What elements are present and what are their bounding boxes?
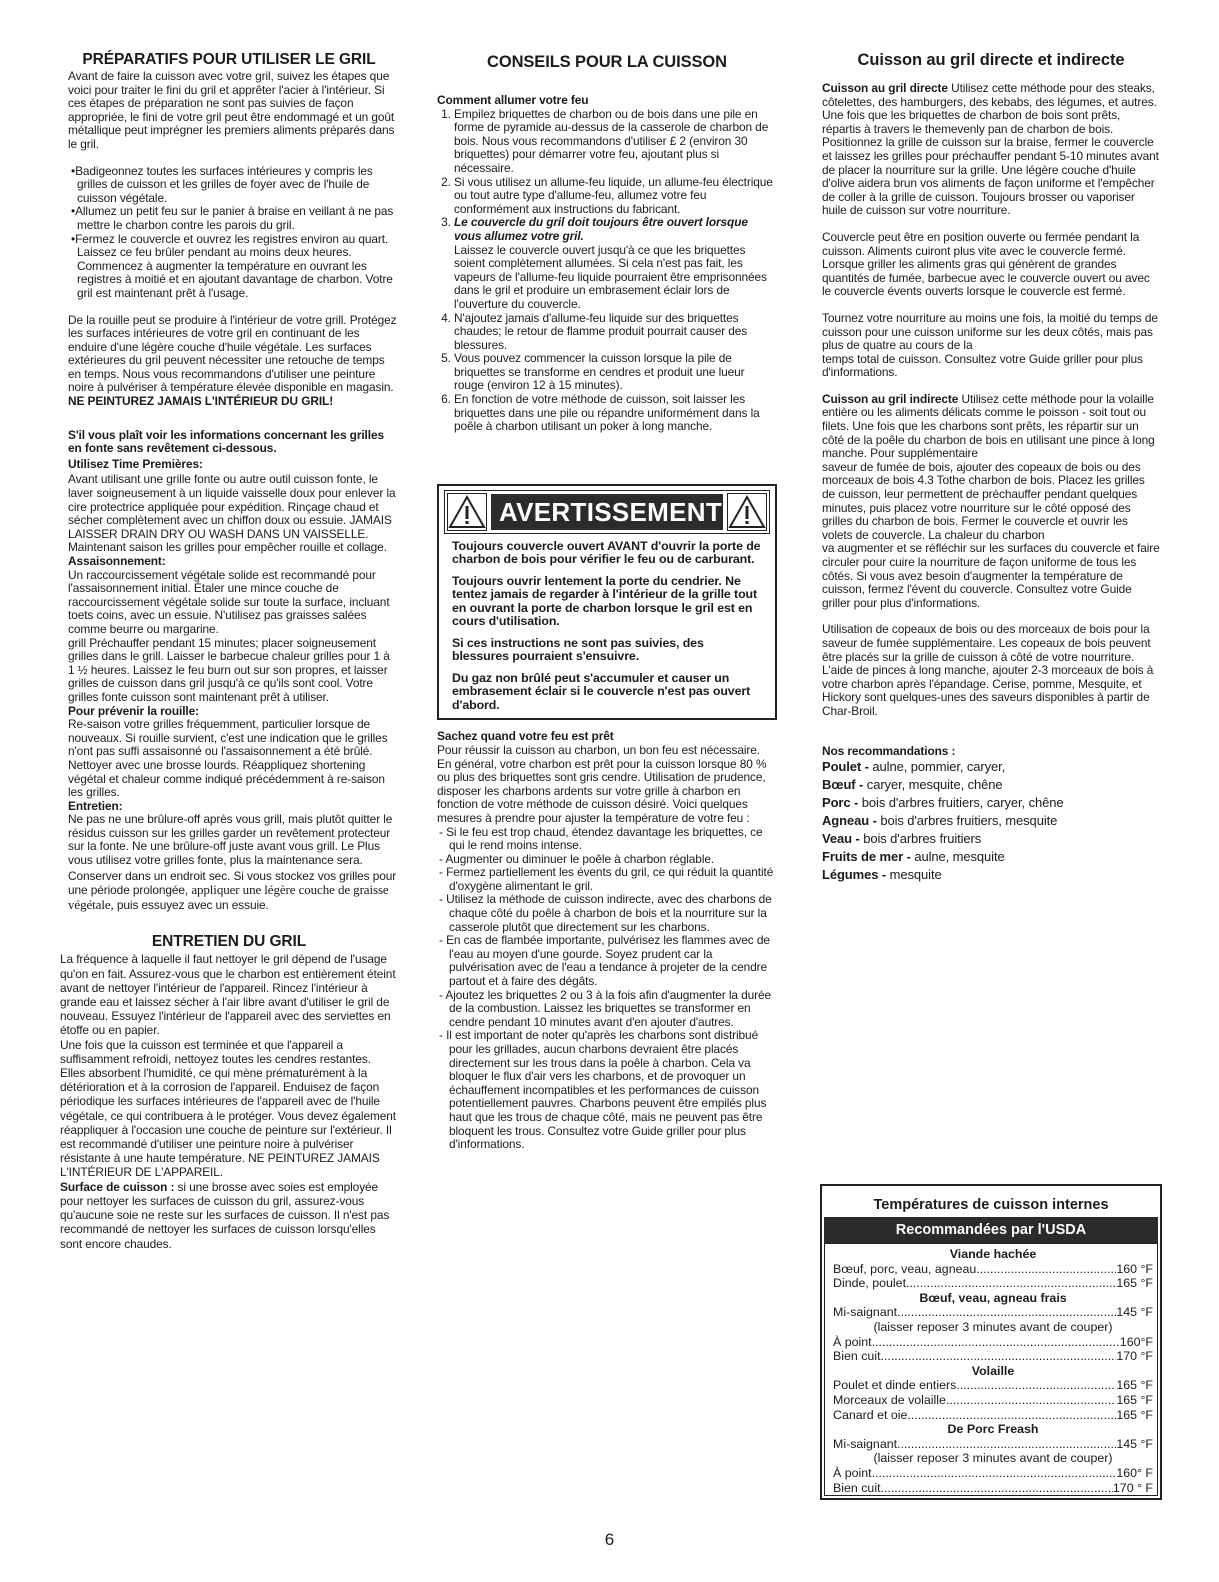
reco-label: Fruits de mer - xyxy=(822,849,911,865)
indirect-text: Utilisez cette méthode pour la volaille entière ou les aliments délicats comme le poisson - soit tout ou filets. Une fois que les charbons sont prêts, les répartir sur un côté de la poêle du charbon de bois en utilisant une pince à long manche. Pour supplémentaire xyxy=(822,391,1155,461)
section-text: Re-saison votre grilles fréquemment, particulier lorsque de nouveaux. Si rouille survient, c'est une indication que le grilles n'ont pas suffi assaisonné ou l'assaisonnement a été brûlé. Nettoyer avec une brosse lourds. Réappliquez shortening végétal et chaleur comme indiqué précédemment à re-saison les grilles. xyxy=(68,717,388,800)
row-label: Mi-saignant xyxy=(833,1305,898,1320)
surface-label: Surface de cuisson : xyxy=(60,1179,175,1194)
table-title: Températures de cuisson internes xyxy=(873,1197,1109,1213)
section-text: Ne pas ne une brûlure-off après vous grill, mais plutôt quitter le résidus cuisson sur les grilles garder un revêtement protecteur sur la fonte. Ne une brûlure-off juste avant vous grill. Le Plus vous utilisez votre grilles fonte, plus la maintenance sera. xyxy=(68,812,393,868)
reco-label: Veau - xyxy=(822,831,860,847)
column-tips xyxy=(437,48,777,1152)
indirect-text-3: va augmenter et se réfléchir sur les surfaces du couvercle et faire circuler pour cuire la nourriture de façon uniforme de tous les côtés. Si vous avez besoin d'augmenter la température de cuisson, fermez l'évent du couvercle. Consultez votre Guide griller pour plus d'informations. xyxy=(822,541,1160,610)
storage-paragraph xyxy=(68,870,398,913)
section-heading: Assaisonnement: xyxy=(68,554,166,568)
row-label: Canard et oie xyxy=(833,1407,908,1422)
list-item xyxy=(822,848,1160,866)
step3-text: Laissez le couvercle ouvert jusqu'à ce que les briquettes soient complètement allumées. Si cela n'est pas fait, les vapeurs de l'allume-feu liquide pourraient être emprisonnées dans le gril et produire un embrasement éclair lors de l'ouverture du couvercle. xyxy=(454,242,767,311)
lid-text: Couvercle peut être en position ouverte ou fermée pendant la cuisson. Aliments cuiront plus vite avec le couvercle fermé. Lorsque griller les aliments gras qui génèrent de grandes quantités de fumée, barbecue avec le couvercle ouvert ou avec le couvercle évents ouverts lorsque le couvercle est fermé. xyxy=(822,229,1150,299)
reco-value: mesquite xyxy=(889,867,942,883)
row-label: À point xyxy=(833,1334,872,1349)
list-item: 4. N'ajoutez jamais d'allume-feu liquide sur des briquettes chaudes; le retour de flamme produit pourrait causer des blessures. xyxy=(454,312,777,353)
row-label: Bœuf, porc, veau, agneau xyxy=(833,1261,977,1276)
surface-text: si une brosse avec soies est employée pour nettoyer les surfaces de cuisson du gril, assurez-vous qu'aucune soie ne reste sur les surfaces de cuisson. Il n'est pas recommandé de nettoyer les surfaces de cuisson lorsqu'elles sont encore chaudes. xyxy=(60,1179,390,1251)
warning-item: Du gaz non brûlé peut s'accumuler et causer un embrasement éclair si le couvercle n'est pas ouvert d'abord. xyxy=(452,670,751,712)
table-row xyxy=(833,1276,1153,1291)
storage-text: Conserver dans un endroit sec. Si vous stockez vos grilles pour une période prolongée, xyxy=(68,868,397,898)
cast-iron-intro: S'il vous plaît voir les informations concernant les grilles en fonte sans revêtement ci-dessous. xyxy=(68,427,384,456)
list-item xyxy=(822,758,1160,776)
indirect-label: Cuisson au gril indirecte xyxy=(822,391,959,406)
light-steps xyxy=(437,108,777,434)
temperature-table xyxy=(820,1184,1162,1500)
prep-intro: Avant de faire la cuisson avec votre gril, suivez les étapes que voici pour traiter le fini du gril et apprêter l'acier à l'intérieur. Si ces étapes de préparation ne sont pas suivies de façon appropriée, le fini de votre gril peut être endommagé et un goût métallique peut imprégner les premiers aliments préparés dans le gril. xyxy=(68,69,395,151)
section-heading: Pour prévenir la rouille: xyxy=(68,703,199,718)
prep-bullets xyxy=(60,165,398,301)
table-row xyxy=(833,1262,1153,1277)
row-value: 165 °F xyxy=(1116,1378,1153,1393)
row-value: 145 °F xyxy=(1116,1436,1153,1451)
reco-value: aulne, pommier, caryer, xyxy=(872,759,1006,775)
section-text: grill Préchauffer pendant 15 minutes; placer soigneusement grilles dans le grill. Laisser le barbecue chaleur grilles pour 1 à 1 ½ heures. Laissez le feu burn out sur son propres, et laisser grilles de cuisson dans gril jusqu'à ce qu'ils sont cool. Votre grilles fonte cuisson sont maintenant prêt à utiliser. xyxy=(68,635,390,704)
section-text: Avant utilisant une grille fonte ou autre outil cuisson fonte, le laver soigneusement à un liquide vaisselle doux pour enlever la cire protectrice appliquée pour expédition. Rinçage chaud et sécher complètement avec un chiffon doux ou essuie. JAMAIS LAISSER DRAIN DRY OU WASH DANS UN VAISSELLE. Maintenant saison les grilles pour empêcher rouille et collage. xyxy=(68,472,396,555)
table-body xyxy=(824,1243,1158,1496)
row-value: 170 ° F xyxy=(1112,1480,1153,1495)
list-item: - En cas de flambée importante, pulvérisez les flammes avec de l'eau au moyen d'une gourde. Soyez prudent car la pulvérisation avec de l'eau a tendance à projeter de la cendre partout et à faire des dégâts. xyxy=(449,934,777,988)
row-label: Bien cuit xyxy=(833,1480,881,1495)
table-category: Bœuf, veau, agneau frais xyxy=(919,1290,1067,1305)
prep-bullet: •Badigeonnez toutes les surfaces intérieures y compris les grilles de cuisson et les grilles de foyer avec de l'huile de cuisson végétale. xyxy=(71,163,373,205)
reco-value: aulne, mesquite xyxy=(914,849,1005,865)
table-subtitle: Recommandées par l'USDA xyxy=(824,1217,1158,1243)
reco-label: Agneau - xyxy=(822,813,877,829)
prep-title: PRÉPARATIFS POUR UTILISER LE GRIL xyxy=(82,51,376,68)
reco-list xyxy=(822,758,1160,884)
step3-bold: Le couvercle du gril doit toujours être ouvert lorsque vous allumez votre gril. xyxy=(454,215,748,243)
indirect-paragraph xyxy=(822,393,1160,461)
list-item: 2. Si vous utilisez un allume-feu liquide, un allume-feu électrique ou tout autre type d'allume-feu, allumez votre feu conformément aux instructions du fabricant. xyxy=(454,176,777,217)
reco-value: caryer, mesquite, chêne xyxy=(866,777,1003,793)
warning-triangle-icon xyxy=(447,493,487,531)
row-value: 170 °F xyxy=(1116,1349,1153,1364)
table-row xyxy=(833,1393,1153,1408)
direct-label: Cuisson au gril directe xyxy=(822,81,948,95)
list-item: - Si le feu est trop chaud, étendez davantage les briquettes, ce qui le rend moins intense. xyxy=(449,826,777,853)
column-prep xyxy=(60,48,398,1251)
row-value: 145 °F xyxy=(1116,1305,1153,1320)
ready-heading: Sachez quand votre feu est prêt xyxy=(437,729,614,744)
warning-header xyxy=(444,490,770,534)
row-label: À point xyxy=(833,1465,872,1480)
table-row xyxy=(833,1305,1153,1320)
reco-value: bois d'arbres fruitiers, caryer, chêne xyxy=(861,795,1064,811)
prep-bullet: •Allumez un petit feu sur le panier à braise en veillant à ne pas mettre le charbon contre les parois du gril. xyxy=(71,204,394,232)
list-item: - Utilisez la méthode de cuisson indirecte, avec des charbons de chaque côté du poêle à charbon de bois et la nourriture sur la casserole plutôt que directement sur les charbons. xyxy=(449,893,777,934)
rust-warning: NE PEINTUREZ JAMAIS L'INTÉRIEUR DU GRIL! xyxy=(68,394,334,409)
reco-heading: Nos recommandations : xyxy=(822,743,956,758)
direct-text: Utilisez cette méthode pour des steaks, côtelettes, des hamburgers, des kebabs, des légumes, et autres. Une fois que les briquettes de charbon de bois sont prêts, répartis à travers le themevenly pan de charbon de bois. Positionnez la grille de cuisson sur la braise, fermer le couvercle et laissez les grilles pour préchauffer pendant 5-10 minutes avant de placer la nourriture sur la grille. Une légère couche d'huile d'olive aidera brun vos aliments de façon uniforme et l'empêcher de coller à la grille de cuisson. Toujours brosser ou vaporiser huile de cuisson sur votre nourriture. xyxy=(822,81,1159,218)
row-label: Dinde, poulet xyxy=(833,1276,907,1291)
warning-box xyxy=(437,484,777,721)
chips-text: Utilisation de copeaux de bois ou des morceaux de bois pour la saveur de fumée supplémentaire. Les copeaux de bois peuvent être placés sur la grille de cuisson à côté de votre nourriture. L'aide de pinces à long manche, ajouter 2-3 morceaux de bois à votre charbon après l'épandage. Cerise, pomme, Mesquite, et Hickory sont quelques-unes des saveurs disponibles à partir de Char-Broil. xyxy=(822,622,1154,718)
light-heading: Comment allumer votre feu xyxy=(437,93,589,107)
page-number: 6 xyxy=(604,1530,615,1549)
list-item: 6. En fonction de votre méthode de cuisson, soit laisser les briquettes dans une pile ou répandre uniformément dans la poêle à charbon utilisant un poker à long manche. xyxy=(454,393,777,434)
reco-value: bois d'arbres fruitiers, mesquite xyxy=(880,813,1058,829)
section-heading: Entretien: xyxy=(68,798,123,813)
fire-tips xyxy=(437,826,777,1152)
table-row xyxy=(833,1481,1153,1496)
row-value: 165 °F xyxy=(1116,1392,1153,1407)
maintenance-text-2: Une fois que la cuisson est terminée et que l'appareil a suffisamment refroidi, nettoyez toutes les cendres restantes. Elles absorbent l'humidité, ce qui mène prématurément à la détérioration et à la corrosion de l'appareil. Enduisez de façon périodique les surfaces intérieures de l'appareil avec de l'huile végétale, ce qui contribuera à le protéger. Vous devez également réappliquer à l'occasion une couche de peinture sur l'extérieur. Il est recommandé d'utiliser une peinture noire à pulvériser résistante à une haute température. NE PEINTUREZ JAMAIS L'INTÉRIEUR DE L'APPAREIL. xyxy=(60,1037,397,1180)
rust-paragraph xyxy=(60,314,398,409)
prep-bullet: •Fermez le couvercle et ouvrez les registres environ au quart. Laissez ce feu brûler pendant au moins deux heures. Commencez à augmenter la température en ouvrant les registres à moitié et en ajoutant davantage de charbon. Votre gril est maintenant prêt à l'usage. xyxy=(71,231,393,300)
turn-text-2: temps total de cuisson. Consultez votre Guide griller pour plus d'informations. xyxy=(822,351,1143,380)
table-category: Volaille xyxy=(971,1363,1015,1378)
reco-value: bois d'arbres fruitiers xyxy=(863,831,982,847)
storage-serif-text: appliquer une légère couche de graisse végétale, xyxy=(68,882,389,912)
table-category: De Porc Freash xyxy=(947,1422,1039,1437)
warning-item: Si ces instructions ne sont pas suivies, des blessures pourraient s'ensuivre. xyxy=(452,635,704,664)
surface-paragraph xyxy=(60,1180,398,1251)
list-item: - Fermez partiellement les évents du gril, ce qui réduit la quantité d'oxygène alimentant le gril. xyxy=(449,866,777,893)
table-note: (laisser reposer 3 minutes avant de couper) xyxy=(873,1451,1113,1466)
maintenance-title: ENTRETIEN DU GRIL xyxy=(151,933,307,951)
row-label: Mi-saignant xyxy=(833,1436,898,1451)
list-item xyxy=(822,776,1160,794)
list-item: 1. Empilez briquettes de charbon ou de bois dans une pile en forme de pyramide au-dessus de la casserole de charbon de bois. Nous vous recommandons d'utiliser £ 2 (environ 30 briquettes) pour démarrer votre feu, ajoutant plus si nécessaire. xyxy=(454,108,777,176)
direct-paragraph xyxy=(822,82,1160,218)
warning-title: AVERTISSEMENT xyxy=(491,494,723,530)
reco-label: Bœuf - xyxy=(822,777,864,793)
row-value: 160°F xyxy=(1119,1334,1153,1349)
column-methods xyxy=(822,48,1160,884)
row-value: 160° F xyxy=(1116,1465,1153,1480)
table-category: Viande hachée xyxy=(949,1247,1037,1261)
warning-body xyxy=(444,540,770,713)
row-label: Morceaux de volaille xyxy=(833,1392,946,1407)
table-row xyxy=(833,1408,1153,1423)
tips-title: CONSEILS POUR LA CUISSON xyxy=(487,53,727,71)
list-item xyxy=(822,866,1160,884)
section-text: Un raccourcissement végétale solide est recommandé pour l'assaisonnement initial. Étaler une mince couche de raccourcissement végétale solide sur toute la surface, incluant toets coins, avec un essuie. N'utilisez pas graisses salées comme beurre ou margarine. xyxy=(68,567,390,636)
table-row xyxy=(833,1349,1153,1364)
list-item xyxy=(822,812,1160,830)
storage-end: puis essuyez avec un essuie. xyxy=(116,897,269,912)
row-label: Poulet et dinde entiers xyxy=(833,1378,957,1393)
row-value: 160 °F xyxy=(1116,1261,1153,1276)
list-item xyxy=(822,794,1160,812)
table-note: (laisser reposer 3 minutes avant de couper) xyxy=(873,1319,1113,1334)
row-value: 165 °F xyxy=(1116,1407,1153,1422)
table-row xyxy=(833,1437,1153,1452)
section-heading: Utilisez Time Premières: xyxy=(68,456,203,471)
ready-text: Pour réussir la cuisson au charbon, un bon feu est nécessaire. En général, votre charbon est prêt pour la cuisson lorsque 80 % ou plus des briquettes sont gris cendre. Utilisation de prudence, disposer les charbons ardents sur votre grille à charbon en fonction de votre méthode de cuisson désiré. Voici quelques mesures à prendre pour ajuster la température de votre feu : xyxy=(437,742,767,825)
reco-label: Poulet - xyxy=(822,759,869,775)
list-item: - Il est important de noter qu'après les charbons sont distribué pour les grillades, aucun charbons devraient être placés directement sur les trous dans la poêle à charbon. Cela va bloquer le flux d'air vers les charbons, et de provoquer un échauffement incompatibles et les performances de cuisson potentiellement pauvres. Charbons peuvent être empilés plus haut que les trous de chaque côté, mais ne peuvent pas être bloquent les trous. Consultez votre Guide griller pour plus d'informations. xyxy=(449,1029,777,1151)
maintenance-text: La fréquence à laquelle il faut nettoyer le gril dépend de l'usage qu'on en fait. Assurez-vous que le charbon est entièrement éteint avant de nettoyer l'intérieur de l'appareil. Rincez l'intérieur à grande eau et laissez sécher à l'air libre avant d'utiliser le gril de nouveau. Essuyez l'intérieur de l'appareil avec des serviettes en étoffe ou en papier. xyxy=(60,952,396,1038)
indirect-text-2: saveur de fumée de bois, ajouter des copeaux de bois ou des morceaux de bois 4.3 Tothe charbon de bois. Placez les grilles de cuisson, leur permettent de préchauffer pendant quelques minutes, puis placez votre nourriture sur le côté opposé des grilles du charbon de bois. Fermer le couvercle et ouvrir les volets de couvercle. La chaleur du charbon xyxy=(822,459,1145,542)
reco-label: Porc - xyxy=(822,795,859,811)
table-row xyxy=(833,1335,1153,1350)
cast-iron-sections xyxy=(60,458,398,913)
warning-item: Toujours ouvrir lentement la porte du cendrier. Ne tentez jamais de regarder à l'intérieur de la grille tout en ouvrant la porte de charbon lorsque le gril est en cours d'utilisation. xyxy=(452,573,758,629)
list-item: - Ajoutez les briquettes 2 ou 3 à la fois afin d'augmenter la durée de la combustion. Laissez les briquettes se transformer en cendre pendant 10 minutes avant d'en ajouter d'autres. xyxy=(449,989,777,1030)
list-item: 5. Vous pouvez commencer la cuisson lorsque la pile de briquettes se transforme en cendres et produit une lueur rouge (environ 12 à 15 minutes). xyxy=(454,352,777,393)
list-item: - Augmenter ou diminuer le poêle à charbon réglable. xyxy=(449,853,777,867)
table-row xyxy=(833,1466,1153,1481)
list-item xyxy=(454,216,777,311)
reco-label: Légumes - xyxy=(822,867,887,883)
row-label: Bien cuit xyxy=(833,1349,881,1364)
warning-item: Toujours couvercle ouvert AVANT d'ouvrir la porte de charbon de bois pour vérifier le feu ou de carburant. xyxy=(452,538,761,567)
row-value: 165 °F xyxy=(1116,1276,1153,1291)
turn-text: Tournez votre nourriture au moins une fois, la moitié du temps de cuisson pour une cuisson uniforme sur les deux côtés, mais pas plus de quatre au cours de la xyxy=(822,310,1158,353)
rust-text: De la rouille peut se produire à l'intérieur de votre grill. Protégez les surfaces intérieures de votre gril en continuant de les enduire d'une légère couche d'huile végétale. Les surfaces extérieures du gril peuvent nécessiter une retouche de temps en temps. Nous vous recommandons d'utiliser une peinture noire à pulvériser à température élevée disponible en magasin. xyxy=(68,312,397,395)
list-item xyxy=(822,830,1160,848)
methods-title: Cuisson au gril directe et indirecte xyxy=(857,51,1125,69)
table-row xyxy=(833,1378,1153,1393)
warning-triangle-icon xyxy=(727,493,767,531)
